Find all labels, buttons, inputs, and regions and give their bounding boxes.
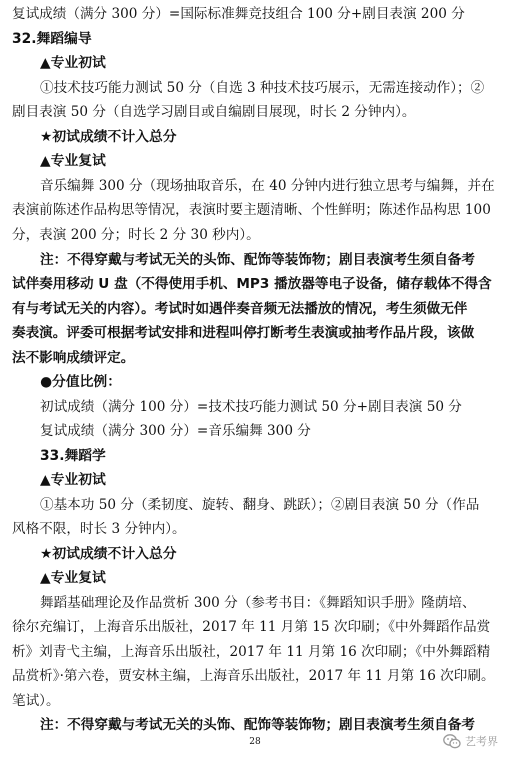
paragraph-line: ①技术技巧能力测试 50 分（自选 3 种技术技巧展示，无需连接动作）；② [40, 80, 485, 96]
score-line-retest: 复试成绩（满分 300 分）=音乐编舞 300 分 [40, 423, 311, 439]
score-line-retest-ballroom: 复试成绩（满分 300 分）=国际标准舞竞技组合 100 分+剧目表演 200 分 [12, 6, 465, 22]
page-number: 28 [249, 737, 261, 747]
watermark [443, 733, 498, 749]
subheading-retest: ▲专业复试 [40, 153, 106, 169]
notice-line: 有与考试无关的内容）。考试时如遇伴奏音频无法播放的情况，考生须做无伴 [12, 301, 468, 317]
paragraph-line: 音乐编舞 300 分（现场抽取音乐，在 40 分钟内进行独立思考与编舞，并在 [40, 178, 495, 194]
note-preliminary-not-counted: ★初试成绩不计入总分 [40, 129, 177, 145]
notice-line: 注：不得穿戴与考试无关的头饰、配饰等装饰物；剧目表演考生须自备考 [40, 717, 475, 733]
notice-line: 注：不得穿戴与考试无关的头饰、配饰等装饰物；剧目表演考生须自备考 [40, 252, 475, 268]
paragraph-line: 剧目表演 50 分（自选学习剧目或自编剧目展现，时长 2 分钟内）。 [12, 104, 416, 120]
paragraph-line: 舞蹈基础理论及作品赏析 300 分（参考书目：《舞蹈知识手册》隆荫培、 [40, 595, 476, 611]
paragraph-line: ①基本功 50 分（柔韧度、旋转、翻身、跳跃）；②剧目表演 50 分（作品 [40, 497, 480, 513]
paragraph-line: 分，表演 200 分；时长 2 分 30 秒内）。 [12, 227, 260, 243]
paragraph-line: 品赏析》·第六卷，贾安林主编，上海音乐出版社，2017 年 11 月第 16 次印刷。 [12, 668, 495, 684]
paragraph-line: 析》刘青弋主编，上海音乐出版社，2017 年 11 月第 16 次印刷；《中外舞蹈精 [12, 644, 491, 660]
score-ratio-heading: ●分值比例： [40, 374, 122, 390]
wechat-icon [443, 734, 461, 749]
section-heading-dance-choreography: 32.舞蹈编导 [12, 31, 92, 47]
notice-line: 奏表演。评委可根据考试安排和进程叫停打断考生表演或抽考作品片段，该做 [12, 325, 475, 341]
notice-line: 法不影响成绩评定。 [12, 350, 135, 366]
watermark-text: 艺考界 [465, 735, 498, 748]
paragraph-line: 笔试）。 [12, 693, 60, 709]
note-preliminary-not-counted: ★初试成绩不计入总分 [40, 546, 177, 562]
subheading-preliminary: ▲专业初试 [40, 55, 106, 71]
paragraph-line: 徐尔充编订，上海音乐出版社，2017 年 11 月第 15 次印刷；《中外舞蹈作品赏 [12, 619, 491, 635]
paragraph-line: 风格不限，时长 3 分钟内）。 [12, 521, 186, 537]
paragraph-line: 表演前陈述作品构思等情况，表演时要主题清晰、个性鲜明；陈述作品构思 100 [12, 202, 491, 218]
score-line-preliminary: 初试成绩（满分 100 分）=技术技巧能力测试 50 分+剧目表演 50 分 [40, 399, 462, 415]
subheading-retest: ▲专业复试 [40, 570, 106, 586]
notice-line: 试伴奏用移动 U 盘（不得使用手机、MP3 播放器等电子设备，储存载体不得含 [12, 276, 492, 292]
section-heading-dance-studies: 33.舞蹈学 [40, 448, 106, 464]
subheading-preliminary: ▲专业初试 [40, 472, 106, 488]
